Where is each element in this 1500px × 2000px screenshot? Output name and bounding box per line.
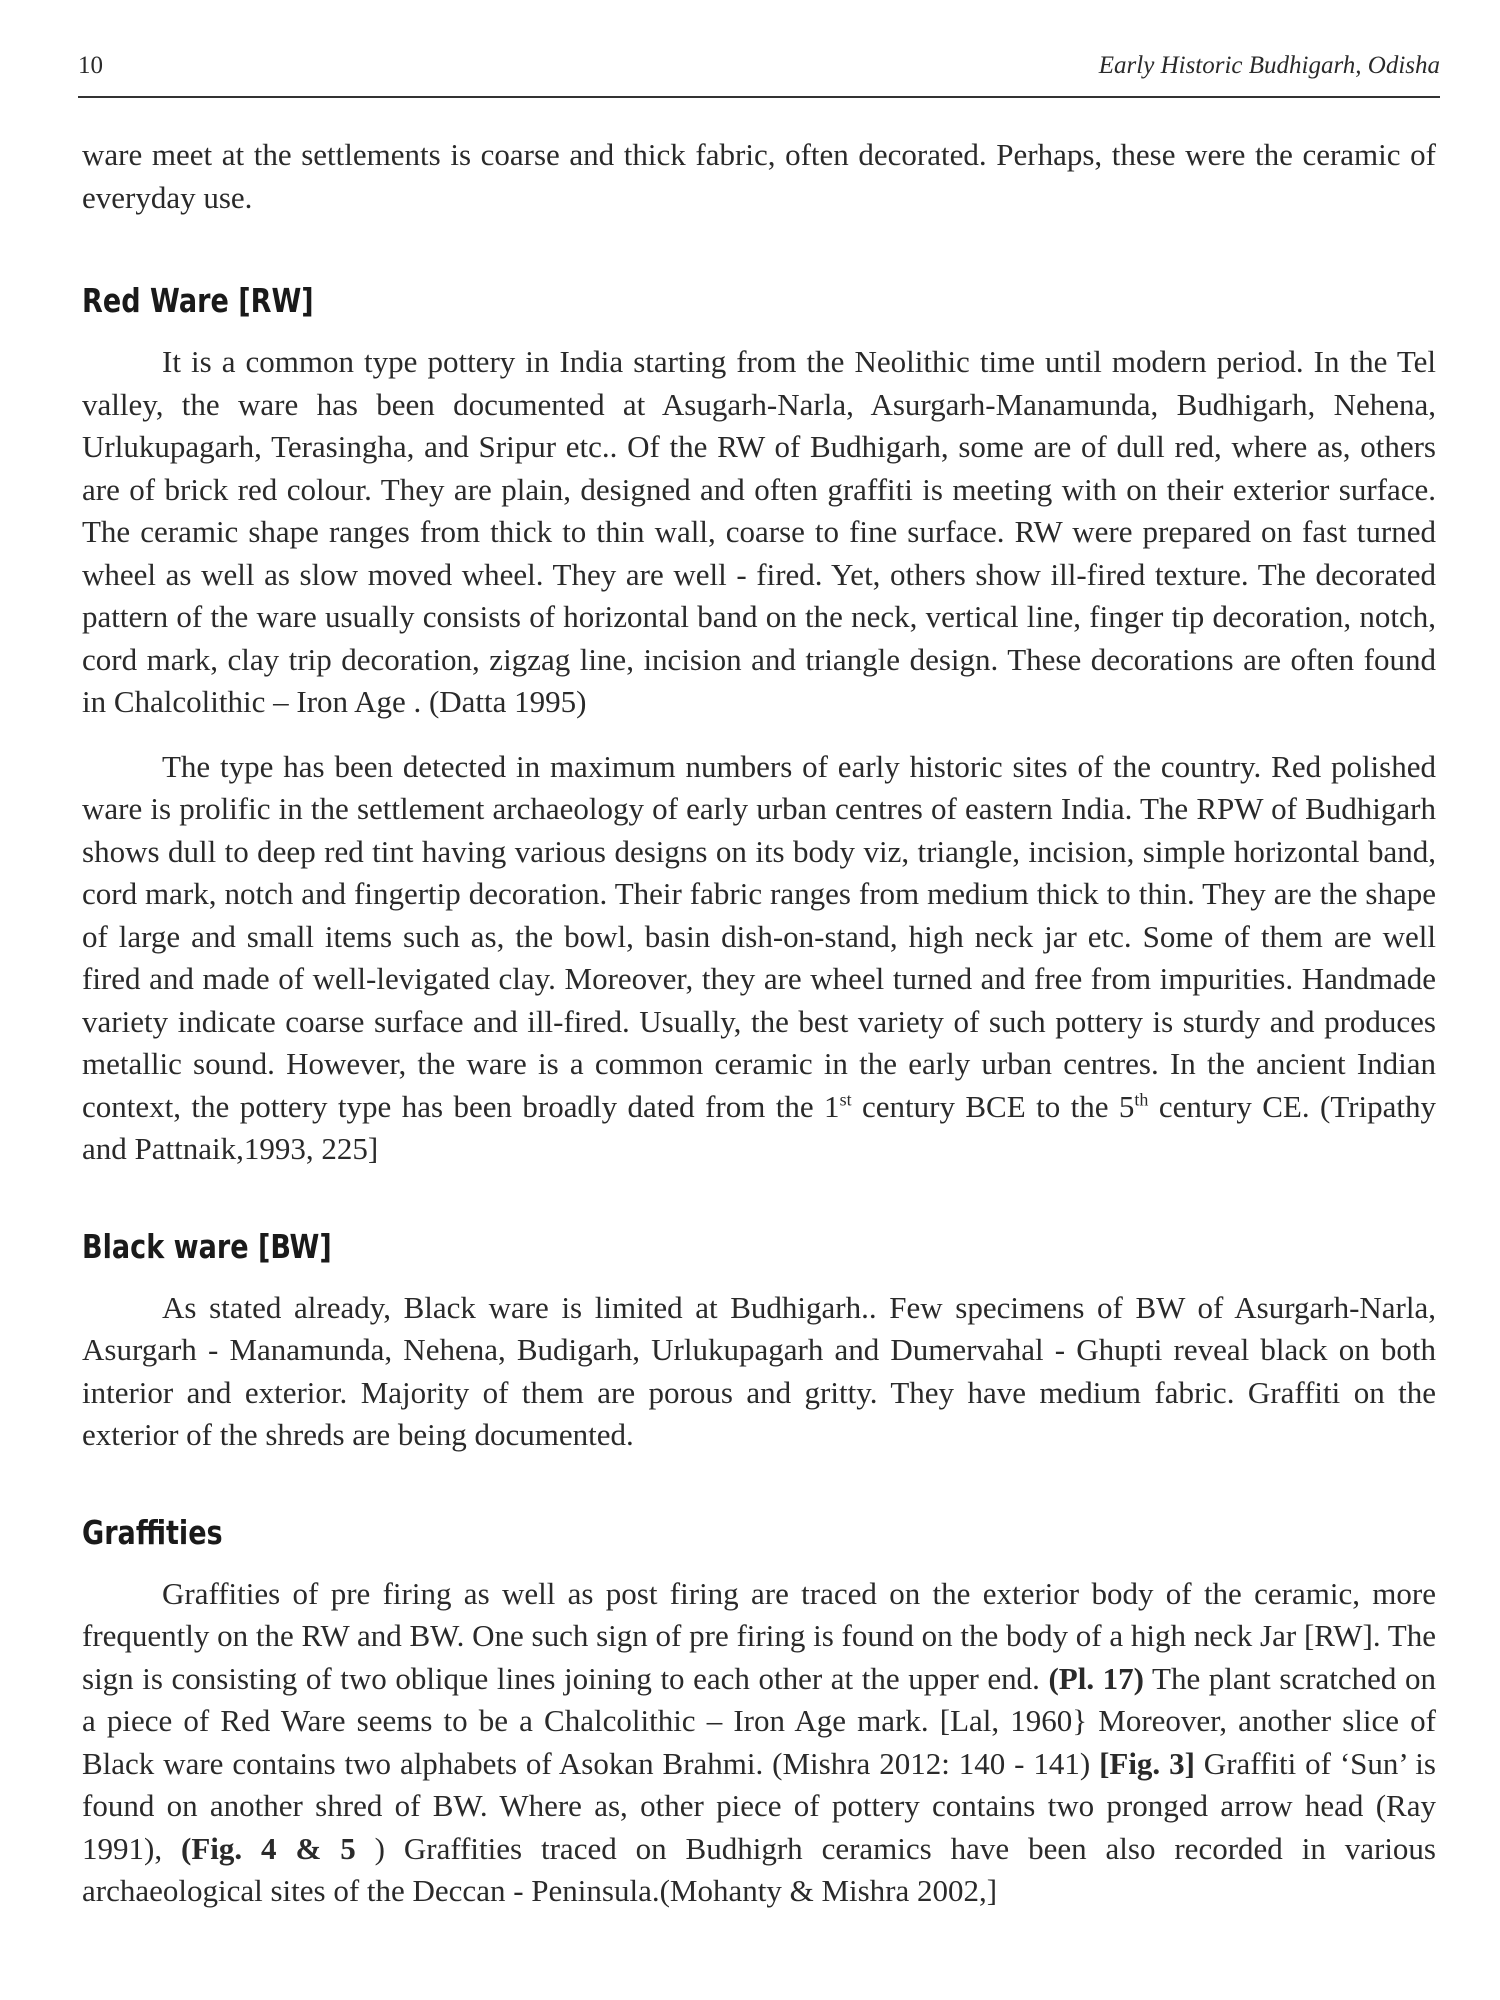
figure-reference-3: [Fig. 3] (1099, 1745, 1195, 1781)
superscript-th: th (1134, 1089, 1149, 1110)
heading-red-ware: Red Ware [RW] (82, 281, 314, 320)
graffities-text-2: The plant scratched on a piece of Red Ware seems to be a Chalcolithic – Iron Age mark. [Lal, 1960} Moreover, another slice of Black ware contains two alphabets of Asokan Brahmi. (Mishra 2012: 140 - 141) (82, 1660, 1436, 1781)
heading-black-ware: Black ware [BW] (82, 1226, 332, 1266)
graffities-text-4: ) Graffities traced on Budhigrh ceramics have been also recorded in various archaeological sites of the Deccan - Peninsula.(Mohanty & Mishra 2002,] (82, 1830, 1436, 1908)
red-ware-paragraph-1: It is a common type pottery in India starting from the Neolithic time until modern period. In the Tel valley, the ware has been documented at Asugarh-Narla, Asurgarh-Manamunda, Budhigarh, Nehena, Urlukupagarh, Terasingha, and Sripur etc.. Of the RW of Budhigarh, some are of dull red, where as, others are of brick red colour. They are plain, designed and often graffiti is meeting with on their exterior surface. The ceramic shape ranges from thick to thin wall, coarse to fine surface. RW were prepared on fast turned wheel as well as slow moved wheel. They are well - fired. Yet, others show ill-fired texture. The decorated pattern of the ware usually consists of horizontal band on the neck, vertical line, finger tip decoration, notch, cord mark, clay trip decoration, zigzag line, incision and triangle design. These decorations are often found in Chalcolithic – Iron Age . (Datta 1995) (82, 344, 1436, 719)
rpw-text-c: century CE. (Tripathy and Pattnaik,1993, 225] (82, 1088, 1436, 1166)
graffities-text-3: Graffiti of ‘Sun’ is found on another shred of BW. Where as, other piece of pottery contains two pronged arrow head (Ray 1991), (82, 1745, 1436, 1866)
figure-reference-4-5: (Fig. 4 & 5 (181, 1830, 356, 1866)
continued-paragraph: ware meet at the settlements is coarse and thick fabric, often decorated. Perhaps, these were the ceramic of everyday use. (82, 137, 1436, 215)
red-ware-paragraph-2 (82, 746, 1436, 1171)
rpw-text-b: century BCE to the 5 (851, 1088, 1135, 1124)
superscript-st: st (839, 1089, 852, 1110)
running-title: Early Historic Budhigarh, Odisha (1098, 52, 1440, 79)
body-text (82, 134, 1436, 1935)
page-number: 10 (78, 52, 103, 79)
heading-graffities: Graffities (82, 1512, 223, 1552)
graffities-paragraph (82, 1573, 1436, 1913)
running-header (78, 52, 1440, 98)
graffities-text-1: Graffities of pre firing as well as post firing are traced on the exterior body of the ceramic, more frequently on the RW and BW. One such sign of pre firing is found on the body of a high neck Jar [RW]. The sign is consisting of two oblique lines joining to each other at the upper end. (82, 1575, 1436, 1696)
plate-reference: (Pl. 17) (1048, 1660, 1144, 1696)
black-ware-paragraph: As stated already, Black ware is limited at Budhigarh.. Few specimens of BW of Asurgarh-Narla, Asurgarh - Manamunda, Nehena, Budigarh, Urlukupagarh and Dumervahal - Ghupti reveal black on both interior and exterior. Majority of them are porous and gritty. They have medium fabric. Graffiti on the exterior of the shreds are being documented. (82, 1289, 1436, 1452)
rpw-text-a: The type has been detected in maximum numbers of early historic sites of the country. Red polished ware is prolific in the settlement archaeology of early urban centres of eastern India. The RPW of Budhigarh shows dull to deep red tint having various designs on its body viz, triangle, incision, simple horizontal band, cord mark, notch and fingertip decoration. Their fabric ranges from medium thick to thin. They are the shape of large and small items such as, the bowl, basin dish-on-stand, high neck jar etc. Some of them are well fired and made of well-levigated clay. Moreover, they are wheel turned and free from impurities. Handmade variety indicate coarse surface and ill-fired. Usually, the best variety of such pottery is sturdy and produces metallic sound. However, the ware is a common ceramic in the early urban centres. In the ancient Indian context, the pottery type has been broadly dated from the 1 (82, 748, 1436, 1124)
